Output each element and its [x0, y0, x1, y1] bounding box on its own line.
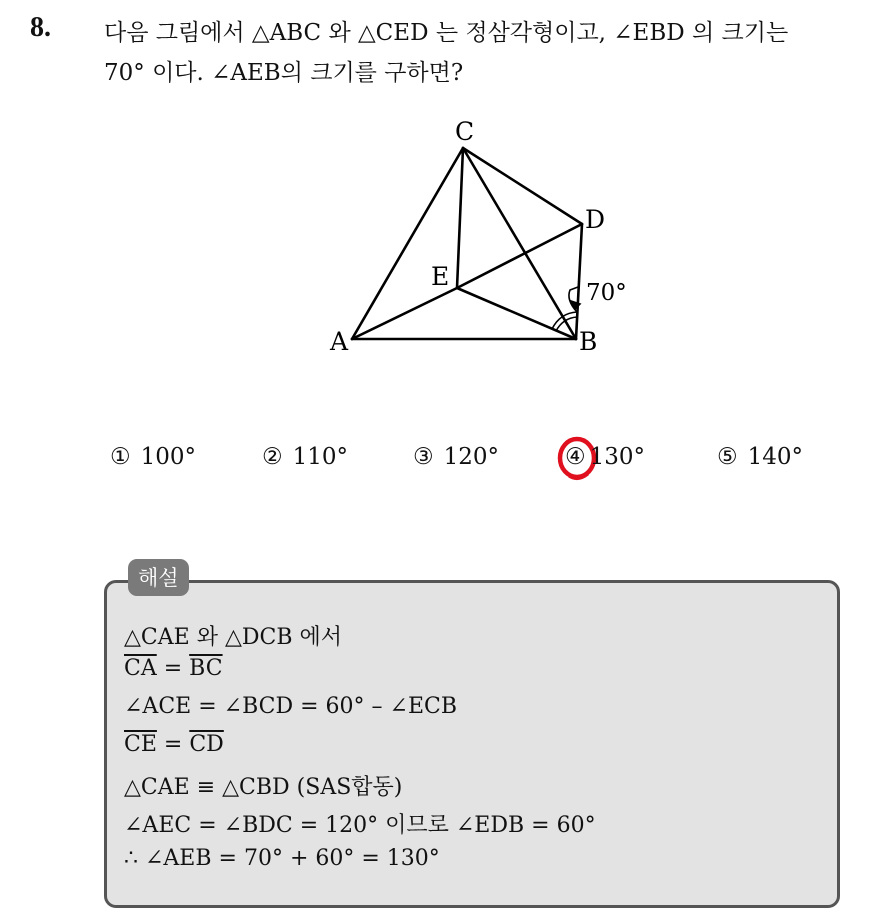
choice-4[interactable] [565, 444, 645, 470]
choice-2-text: 110° [292, 444, 349, 470]
choice-4-text: 130° [589, 444, 646, 470]
choice-3-number: ③ [413, 444, 434, 470]
angle-label: 70° [586, 280, 627, 306]
segment-BC-text: $\overline{BC}$ [189, 656, 223, 681]
question-text-line-2: 70° 이다. ∠AEB의 크기를 구하면? [104, 60, 464, 86]
solution-line-7: ∴ ∠AEB = 70° + 60° = 130° [124, 846, 440, 871]
segment-AC [352, 148, 463, 339]
vertex-label-C: C [455, 117, 475, 146]
choice-1-text: 100° [140, 444, 197, 470]
segment-BC [463, 148, 576, 339]
choice-1[interactable] [110, 444, 196, 470]
vertex-label-D: D [585, 205, 606, 234]
question-number: 8. [30, 12, 51, 43]
vertex-label-B: B [579, 327, 598, 356]
segment-EB [457, 288, 576, 339]
solution-tag: 해설 [128, 559, 189, 596]
angle-arc-EBD [552, 287, 580, 331]
segment-AE [352, 288, 457, 339]
choice-5-text: 140° [747, 444, 804, 470]
question-text-line-1: 다음 그림에서 △ABC 와 △CED 는 정삼각형이고, ∠EBD 의 크기는 [104, 20, 789, 46]
solution-line-1: △CAE 와 △DCB 에서 [124, 625, 342, 650]
segment-CE [457, 148, 463, 288]
choice-1-number: ① [110, 444, 131, 470]
choice-2[interactable] [262, 444, 348, 470]
segment-CD-text: $\overline{CD}$ [189, 732, 224, 757]
vertex-label-A: A [330, 327, 349, 356]
choice-5-number: ⑤ [717, 444, 738, 470]
segment-CD [463, 148, 582, 224]
segment-BD [576, 224, 582, 339]
solution-line-6: ∠AEC = ∠BDC = 120° 이므로 ∠EDB = 60° [124, 813, 596, 838]
solution-line-2: $\overline{CA} = \overline{BC}$ [124, 656, 223, 681]
segment-CE-text: $\overline{CE}$ [124, 732, 157, 757]
segment-ED [457, 224, 582, 288]
choice-4-number: ④ [565, 444, 586, 470]
choice-2-number: ② [262, 444, 283, 470]
choice-5[interactable] [717, 444, 803, 470]
choice-3-text: 120° [443, 444, 500, 470]
segment-CA-text: $\overline{CA}$ [124, 656, 157, 681]
solution-line-4: $\overline{CE} = \overline{CD}$ [124, 732, 224, 757]
choice-3[interactable] [413, 444, 499, 470]
solution-line-3: ∠ACE = ∠BCD = 60° – ∠ECB [124, 694, 458, 719]
vertex-label-E: E [431, 262, 450, 291]
solution-line-5: △CAE ≡ △CBD (SAS합동) [124, 775, 403, 800]
